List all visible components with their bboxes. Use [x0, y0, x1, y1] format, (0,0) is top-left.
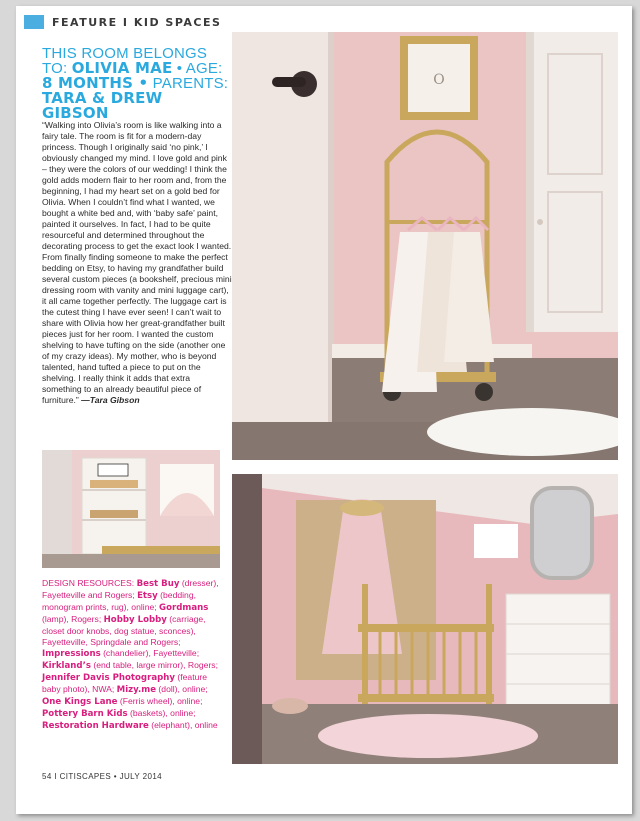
child-age: 8 MONTHS •: [42, 74, 149, 92]
heading-intro: THIS ROOM BELONGS TO:: [42, 45, 208, 77]
resource-name: Kirkland’s: [42, 661, 91, 671]
article-body: [42, 120, 232, 406]
resource-name: Hobby Lobby: [103, 615, 167, 625]
resource-detail: (lamp), Rogers;: [42, 614, 104, 624]
resource-name: One Kings Lane: [42, 697, 118, 707]
resource-detail: (end table, large mirror), Rogers;: [90, 660, 218, 670]
section-header: [24, 12, 224, 32]
resource-detail: (carriage, closet door knobs, dog statue, sconces), Fayetteville, Springdale and Rogers;: [42, 614, 206, 647]
svg-text:O: O: [433, 72, 445, 88]
section-accent-bar: [24, 15, 44, 29]
resource-name: Mizy.me: [116, 685, 157, 695]
resource-name: Best Buy: [136, 579, 180, 589]
resources-label: DESIGN RESOURCES:: [42, 578, 137, 588]
child-name: OLIVIA MAE: [71, 59, 173, 77]
resource-detail: (dresser), Fayetteville and Rogers;: [42, 578, 219, 600]
resource-name: Impressions: [42, 649, 101, 659]
photo-custom-shelving: [42, 450, 220, 568]
resource-name: Pottery Barn Kids: [42, 709, 128, 719]
resource-detail: (baskets), online;: [127, 708, 196, 718]
resource-item: [42, 696, 202, 706]
resource-item: [42, 720, 218, 730]
parents-names: TARA & DREW GIBSON: [42, 89, 163, 122]
luggage-cart-illustration: [232, 32, 618, 460]
section-label: FEATURE I KID SPACES: [52, 15, 222, 29]
article-signature: —Tara Gibson: [78, 395, 140, 405]
photo-nursery-crib: [232, 474, 618, 764]
resource-name: Restoration Hardware: [42, 721, 149, 731]
resource-detail: (feature baby photo), NWA;: [42, 672, 208, 694]
resource-detail: (bedding, monogram prints, rug), online;: [42, 590, 196, 612]
article-quote: “Walking into Olivia’s room is like walking into a fairy tale. The room is fit for a modern-day princess. Though I originally said ‘no pink,’ I obviously changed my mind. I love gold and pink – they were the colors of our wedding! I think the gold adds modern flair to her room and, from the beginning, I had my heart set on a gold bed for Olivia. When I couldn’t find what I wanted, we bought a white bed and, with ‘baby safe’ paint, painted it ourselves. In fact, I had to be quite resourceful and determined throughout the decorating process to get the exact look I wanted. From finally finding someone to make the perfect bedding on Etsy, to having my grandfather build several custom pieces (a bookshelf, precious mini dressing room with vanity and mini luggage cart), it all came together perfectly. The luggage cart is the cutest thing I have ever seen! I can’t wait to share with Olivia how her great-grandfather built pieces just for her room. I wanted the custom shelving to have tufting on the side (another one of my crazy ideas). My mother, who is beyond talented, hand tufted a piece to put on the shelving. I really think it adds that extra something to an already beautiful piece of furniture.”: [42, 120, 232, 405]
resource-item: [117, 684, 208, 694]
resource-detail: (doll), online;: [156, 684, 208, 694]
crib-illustration: [232, 474, 618, 764]
parents-prefix: PARENTS:: [148, 75, 229, 92]
resource-detail: (chandelier), Fayetteville;: [100, 648, 200, 658]
age-prefix: • AGE:: [172, 60, 223, 77]
page-footer: 54 I CITISCAPES • JULY 2014: [42, 772, 163, 781]
room-owner-heading: [42, 46, 230, 121]
design-resources: [42, 578, 226, 732]
resource-detail: (elephant), online: [148, 720, 218, 730]
photo-luggage-cart: [232, 32, 618, 460]
resource-name: Etsy: [137, 591, 158, 601]
resource-name: Gordmans: [159, 603, 209, 613]
shelving-illustration: [42, 450, 220, 568]
resource-detail: (Ferris wheel), online;: [117, 696, 203, 706]
resource-item: [42, 708, 195, 718]
resource-name: Jennifer Davis Photography: [42, 673, 175, 683]
resource-item: [42, 660, 218, 670]
magazine-page: [16, 6, 632, 814]
resource-item: [42, 648, 199, 658]
